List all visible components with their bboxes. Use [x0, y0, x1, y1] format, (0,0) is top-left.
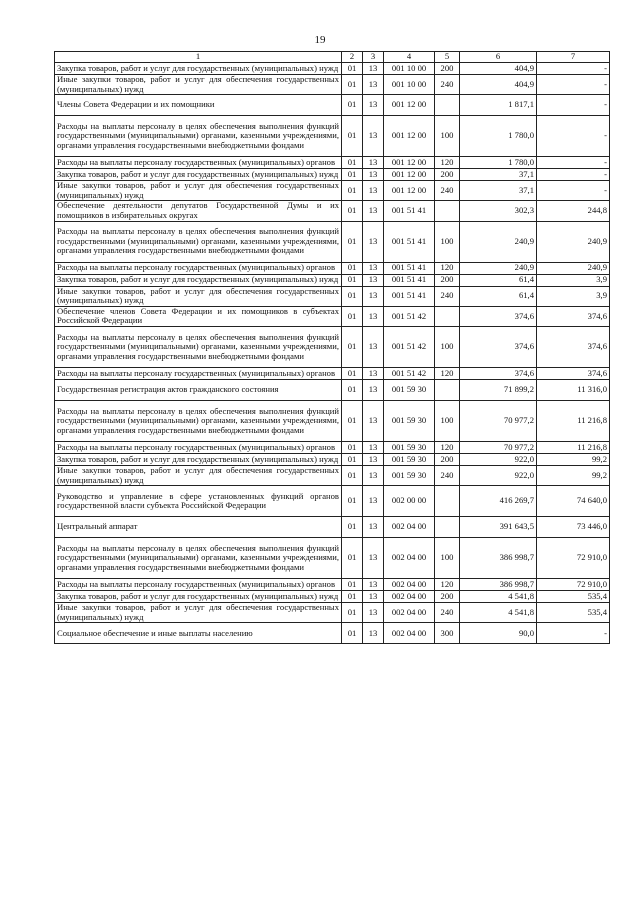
target-article-cell: 001 51 42	[384, 306, 435, 326]
subsection-code-cell: 13	[363, 169, 384, 181]
amount-federal-cell: 99,2	[537, 465, 610, 485]
amount-federal-cell: 99,2	[537, 453, 610, 465]
amount-total-cell: 1 817,1	[460, 95, 537, 116]
expense-type-cell: 240	[435, 465, 460, 485]
amount-total-cell: 37,1	[460, 169, 537, 181]
subsection-code-cell: 13	[363, 181, 384, 201]
expense-type-cell	[435, 379, 460, 400]
table-row	[55, 579, 610, 591]
expense-type-cell: 200	[435, 453, 460, 465]
amount-federal-cell: 11 216,8	[537, 441, 610, 453]
subsection-code-cell: 13	[363, 579, 384, 591]
expense-type-cell: 200	[435, 63, 460, 75]
expense-type-cell	[435, 201, 460, 221]
amount-total-cell: 90,0	[460, 623, 537, 644]
row-name-cell: Расходы на выплаты персоналу государственных (муниципальных) органов	[55, 262, 342, 274]
budget-table	[54, 51, 610, 644]
subsection-code-cell: 13	[363, 262, 384, 274]
section-code-cell: 01	[342, 517, 363, 538]
table-row	[55, 623, 610, 644]
row-name-cell: Руководство и управление в сфере установленных функций органов государственной власти субъекта Российской Федерации	[55, 486, 342, 517]
expense-type-cell: 120	[435, 441, 460, 453]
row-name-cell: Обеспечение деятельности депутатов Государственной Думы и их помощников в избирательных округах	[55, 201, 342, 221]
target-article-cell: 001 59 30	[384, 465, 435, 485]
header-cell: 1	[55, 52, 342, 63]
row-name-cell: Расходы на выплаты персоналу государственных (муниципальных) органов	[55, 367, 342, 379]
amount-total-cell: 71 899,2	[460, 379, 537, 400]
amount-federal-cell: 374,6	[537, 326, 610, 367]
subsection-code-cell: 13	[363, 63, 384, 75]
table-row	[55, 326, 610, 367]
header-cell: 5	[435, 52, 460, 63]
amount-federal-cell: 3,9	[537, 274, 610, 286]
section-code-cell: 01	[342, 486, 363, 517]
subsection-code-cell: 13	[363, 538, 384, 579]
row-name-cell: Члены Совета Федерации и их помощники	[55, 95, 342, 116]
subsection-code-cell: 13	[363, 517, 384, 538]
row-name-cell: Иные закупки товаров, работ и услуг для обеспечения государственных (муниципальных) нужд	[55, 286, 342, 306]
table-row	[55, 591, 610, 603]
amount-total-cell: 922,0	[460, 465, 537, 485]
header-cell: 4	[384, 52, 435, 63]
section-code-cell: 01	[342, 221, 363, 262]
row-name-cell: Центральный аппарат	[55, 517, 342, 538]
amount-federal-cell: 244,8	[537, 201, 610, 221]
target-article-cell: 002 04 00	[384, 579, 435, 591]
subsection-code-cell: 13	[363, 441, 384, 453]
section-code-cell: 01	[342, 286, 363, 306]
target-article-cell: 001 59 30	[384, 400, 435, 441]
expense-type-cell: 240	[435, 75, 460, 95]
table-row	[55, 75, 610, 95]
target-article-cell: 001 51 41	[384, 286, 435, 306]
amount-total-cell: 391 643,5	[460, 517, 537, 538]
expense-type-cell: 240	[435, 603, 460, 623]
subsection-code-cell: 13	[363, 400, 384, 441]
target-article-cell: 002 04 00	[384, 538, 435, 579]
target-article-cell: 001 59 30	[384, 379, 435, 400]
expense-type-cell	[435, 95, 460, 116]
target-article-cell: 002 00 00	[384, 486, 435, 517]
table-row	[55, 453, 610, 465]
subsection-code-cell: 13	[363, 379, 384, 400]
amount-federal-cell: 73 446,0	[537, 517, 610, 538]
amount-federal-cell: 11 216,8	[537, 400, 610, 441]
amount-federal-cell: 72 910,0	[537, 538, 610, 579]
section-code-cell: 01	[342, 157, 363, 169]
target-article-cell: 001 12 00	[384, 116, 435, 157]
table-body	[55, 63, 610, 644]
amount-federal-cell: -	[537, 63, 610, 75]
table-row	[55, 486, 610, 517]
subsection-code-cell: 13	[363, 274, 384, 286]
section-code-cell: 01	[342, 441, 363, 453]
table-row	[55, 274, 610, 286]
table-row	[55, 262, 610, 274]
target-article-cell: 001 12 00	[384, 169, 435, 181]
row-name-cell: Расходы на выплаты персоналу государственных (муниципальных) органов	[55, 441, 342, 453]
expense-type-cell: 120	[435, 262, 460, 274]
amount-total-cell: 1 780,0	[460, 116, 537, 157]
header-cell: 3	[363, 52, 384, 63]
target-article-cell: 001 12 00	[384, 157, 435, 169]
row-name-cell: Расходы на выплаты персоналу в целях обеспечения выполнения функций государственными (муниципальными) органами, казенными учреждениями, органами управления государственными внебюджетными фондами	[55, 400, 342, 441]
row-name-cell: Обеспечение членов Совета Федерации и их помощников в субъектах Российской Федерации	[55, 306, 342, 326]
table-row	[55, 63, 610, 75]
amount-federal-cell: -	[537, 75, 610, 95]
section-code-cell: 01	[342, 274, 363, 286]
header-cell: 2	[342, 52, 363, 63]
row-name-cell: Иные закупки товаров, работ и услуг для обеспечения государственных (муниципальных) нужд	[55, 603, 342, 623]
table-row	[55, 181, 610, 201]
header-cell: 6	[460, 52, 537, 63]
section-code-cell: 01	[342, 181, 363, 201]
expense-type-cell	[435, 306, 460, 326]
expense-type-cell: 200	[435, 169, 460, 181]
expense-type-cell: 100	[435, 221, 460, 262]
section-code-cell: 01	[342, 591, 363, 603]
table-row	[55, 517, 610, 538]
subsection-code-cell: 13	[363, 201, 384, 221]
table-row	[55, 538, 610, 579]
section-code-cell: 01	[342, 262, 363, 274]
target-article-cell: 001 59 30	[384, 453, 435, 465]
amount-federal-cell: 535,4	[537, 603, 610, 623]
row-name-cell: Закупка товаров, работ и услуг для государственных (муниципальных) нужд	[55, 169, 342, 181]
amount-federal-cell: -	[537, 95, 610, 116]
table-row	[55, 400, 610, 441]
expense-type-cell	[435, 517, 460, 538]
table-header-row	[55, 52, 610, 63]
section-code-cell: 01	[342, 538, 363, 579]
amount-total-cell: 404,9	[460, 75, 537, 95]
subsection-code-cell: 13	[363, 116, 384, 157]
row-name-cell: Расходы на выплаты персоналу государственных (муниципальных) органов	[55, 157, 342, 169]
row-name-cell: Расходы на выплаты персоналу в целях обеспечения выполнения функций государственными (муниципальными) органами, казенными учреждениями, органами управления государственными внебюджетными фондами	[55, 538, 342, 579]
amount-total-cell: 240,9	[460, 262, 537, 274]
amount-federal-cell: -	[537, 157, 610, 169]
expense-type-cell: 200	[435, 274, 460, 286]
amount-federal-cell: 240,9	[537, 262, 610, 274]
amount-federal-cell: -	[537, 623, 610, 644]
subsection-code-cell: 13	[363, 453, 384, 465]
subsection-code-cell: 13	[363, 326, 384, 367]
section-code-cell: 01	[342, 579, 363, 591]
target-article-cell: 001 10 00	[384, 63, 435, 75]
subsection-code-cell: 13	[363, 465, 384, 485]
subsection-code-cell: 13	[363, 603, 384, 623]
amount-federal-cell: 374,6	[537, 367, 610, 379]
amount-federal-cell: 240,9	[537, 221, 610, 262]
table-row	[55, 286, 610, 306]
amount-total-cell: 61,4	[460, 274, 537, 286]
amount-total-cell: 4 541,8	[460, 603, 537, 623]
row-name-cell: Закупка товаров, работ и услуг для государственных (муниципальных) нужд	[55, 274, 342, 286]
table-row	[55, 379, 610, 400]
table-row	[55, 465, 610, 485]
section-code-cell: 01	[342, 400, 363, 441]
table-row	[55, 201, 610, 221]
row-name-cell: Расходы на выплаты персоналу в целях обеспечения выполнения функций государственными (муниципальными) органами, казенными учреждениями, органами управления государственными внебюджетными фондами	[55, 221, 342, 262]
section-code-cell: 01	[342, 169, 363, 181]
amount-total-cell: 416 269,7	[460, 486, 537, 517]
section-code-cell: 01	[342, 75, 363, 95]
expense-type-cell: 120	[435, 579, 460, 591]
table-row	[55, 157, 610, 169]
table-row	[55, 95, 610, 116]
section-code-cell: 01	[342, 465, 363, 485]
amount-total-cell: 386 998,7	[460, 538, 537, 579]
row-name-cell: Закупка товаров, работ и услуг для государственных (муниципальных) нужд	[55, 453, 342, 465]
expense-type-cell: 240	[435, 181, 460, 201]
row-name-cell: Иные закупки товаров, работ и услуг для обеспечения государственных (муниципальных) нужд	[55, 181, 342, 201]
amount-total-cell: 922,0	[460, 453, 537, 465]
section-code-cell: 01	[342, 201, 363, 221]
amount-total-cell: 4 541,8	[460, 591, 537, 603]
subsection-code-cell: 13	[363, 591, 384, 603]
row-name-cell: Иные закупки товаров, работ и услуг для обеспечения государственных (муниципальных) нужд	[55, 75, 342, 95]
header-cell: 7	[537, 52, 610, 63]
expense-type-cell: 100	[435, 400, 460, 441]
amount-total-cell: 240,9	[460, 221, 537, 262]
target-article-cell: 001 12 00	[384, 181, 435, 201]
target-article-cell: 001 59 30	[384, 441, 435, 453]
subsection-code-cell: 13	[363, 157, 384, 169]
row-name-cell: Расходы на выплаты персоналу в целях обеспечения выполнения функций государственными (муниципальными) органами, казенными учреждениями, органами управления государственными внебюджетными фондами	[55, 326, 342, 367]
section-code-cell: 01	[342, 95, 363, 116]
section-code-cell: 01	[342, 326, 363, 367]
table-row	[55, 306, 610, 326]
section-code-cell: 01	[342, 623, 363, 644]
amount-total-cell: 302,3	[460, 201, 537, 221]
section-code-cell: 01	[342, 379, 363, 400]
target-article-cell: 001 51 41	[384, 201, 435, 221]
expense-type-cell: 240	[435, 286, 460, 306]
amount-federal-cell: 3,9	[537, 286, 610, 306]
section-code-cell: 01	[342, 63, 363, 75]
table-row	[55, 169, 610, 181]
expense-type-cell: 300	[435, 623, 460, 644]
amount-total-cell: 37,1	[460, 181, 537, 201]
target-article-cell: 002 04 00	[384, 517, 435, 538]
amount-federal-cell: 72 910,0	[537, 579, 610, 591]
amount-total-cell: 404,9	[460, 63, 537, 75]
row-name-cell: Закупка товаров, работ и услуг для государственных (муниципальных) нужд	[55, 591, 342, 603]
amount-total-cell: 70 977,2	[460, 441, 537, 453]
amount-federal-cell: 74 640,0	[537, 486, 610, 517]
target-article-cell: 001 51 41	[384, 221, 435, 262]
amount-federal-cell: 374,6	[537, 306, 610, 326]
row-name-cell: Социальное обеспечение и иные выплаты населению	[55, 623, 342, 644]
section-code-cell: 01	[342, 116, 363, 157]
table-row	[55, 367, 610, 379]
amount-total-cell: 70 977,2	[460, 400, 537, 441]
expense-type-cell: 100	[435, 538, 460, 579]
amount-total-cell: 1 780,0	[460, 157, 537, 169]
expense-type-cell: 100	[435, 116, 460, 157]
subsection-code-cell: 13	[363, 486, 384, 517]
amount-total-cell: 61,4	[460, 286, 537, 306]
expense-type-cell: 200	[435, 591, 460, 603]
subsection-code-cell: 13	[363, 367, 384, 379]
target-article-cell: 001 51 41	[384, 262, 435, 274]
target-article-cell: 002 04 00	[384, 603, 435, 623]
subsection-code-cell: 13	[363, 623, 384, 644]
amount-federal-cell: -	[537, 181, 610, 201]
amount-total-cell: 374,6	[460, 306, 537, 326]
subsection-code-cell: 13	[363, 306, 384, 326]
row-name-cell: Расходы на выплаты персоналу в целях обеспечения выполнения функций государственными (муниципальными) органами, казенными учреждениями, органами управления государственными внебюджетными фондами	[55, 116, 342, 157]
row-name-cell: Государственная регистрация актов гражданского состояния	[55, 379, 342, 400]
row-name-cell: Расходы на выплаты персоналу государственных (муниципальных) органов	[55, 579, 342, 591]
amount-federal-cell: -	[537, 169, 610, 181]
table-row	[55, 116, 610, 157]
section-code-cell: 01	[342, 453, 363, 465]
section-code-cell: 01	[342, 603, 363, 623]
amount-total-cell: 386 998,7	[460, 579, 537, 591]
expense-type-cell: 120	[435, 157, 460, 169]
table-row	[55, 441, 610, 453]
subsection-code-cell: 13	[363, 75, 384, 95]
target-article-cell: 001 10 00	[384, 75, 435, 95]
amount-total-cell: 374,6	[460, 326, 537, 367]
row-name-cell: Закупка товаров, работ и услуг для государственных (муниципальных) нужд	[55, 63, 342, 75]
table-row	[55, 603, 610, 623]
section-code-cell: 01	[342, 367, 363, 379]
target-article-cell: 001 12 00	[384, 95, 435, 116]
expense-type-cell: 100	[435, 326, 460, 367]
subsection-code-cell: 13	[363, 286, 384, 306]
amount-federal-cell: 535,4	[537, 591, 610, 603]
target-article-cell: 001 51 42	[384, 367, 435, 379]
expense-type-cell: 120	[435, 367, 460, 379]
table-row	[55, 221, 610, 262]
amount-total-cell: 374,6	[460, 367, 537, 379]
target-article-cell: 001 51 42	[384, 326, 435, 367]
target-article-cell: 001 51 41	[384, 274, 435, 286]
amount-federal-cell: 11 316,0	[537, 379, 610, 400]
page-number: 19	[314, 34, 326, 46]
subsection-code-cell: 13	[363, 95, 384, 116]
target-article-cell: 002 04 00	[384, 623, 435, 644]
expense-type-cell	[435, 486, 460, 517]
target-article-cell: 002 04 00	[384, 591, 435, 603]
subsection-code-cell: 13	[363, 221, 384, 262]
section-code-cell: 01	[342, 306, 363, 326]
amount-federal-cell: -	[537, 116, 610, 157]
row-name-cell: Иные закупки товаров, работ и услуг для обеспечения государственных (муниципальных) нужд	[55, 465, 342, 485]
